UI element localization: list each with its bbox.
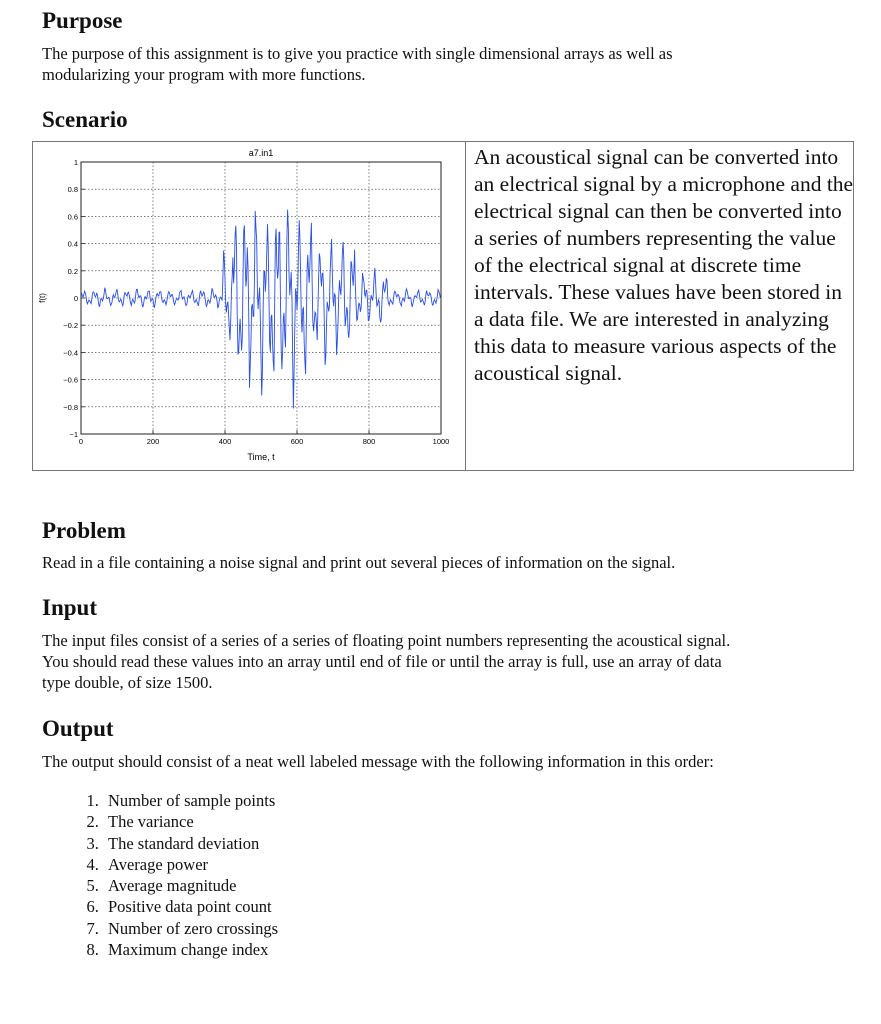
output-heading: Output [42, 716, 114, 741]
x-tick-label: 800 [362, 437, 376, 446]
y-tick-label: 1 [73, 158, 78, 167]
table-divider [465, 142, 466, 470]
scenario-description: An acoustical signal can be converted into an electrical signal by a microphone and the electrical signal can then be converted into a series of numbers representing the value of the electrical signal at discrete time intervals. These values have been stored in a data file. We are interested in analyzing this data to measure various aspects of the acoustical signal. [474, 145, 854, 385]
problem-text: Read in a file containing a noise signal and print out several pieces of information on the signal. [42, 553, 676, 572]
output-item: 4. Average power [103, 854, 278, 875]
y-tick-label: −0.4 [63, 348, 78, 358]
x-tick-label: 200 [146, 437, 160, 446]
signal-chart [33, 142, 465, 470]
output-item: 3. The standard deviation [103, 833, 278, 854]
output-intro: The output should consist of a neat well labeled message with the following information in this order: [42, 752, 714, 771]
input-line-1: The input files consist of a series of a series of floating point numbers representing the acoustical signal. [42, 631, 731, 650]
output-item: 8. Maximum change index [103, 939, 278, 960]
y-tick-label: −0.8 [63, 402, 78, 412]
input-heading: Input [42, 595, 97, 620]
input-line-2: You should read these values into an array until end of file or until the array is full, use an array of data [42, 652, 722, 671]
problem-heading: Problem [42, 518, 126, 543]
x-tick-label: 0 [78, 437, 84, 446]
x-axis-label: Time, t [247, 452, 275, 462]
output-item: 2. The variance [103, 811, 278, 832]
output-item: 5. Average magnitude [103, 875, 278, 896]
output-item: 7. Number of zero crossings [103, 918, 278, 939]
y-tick-label: 0 [73, 294, 78, 303]
output-item: 1. Number of sample points [103, 790, 278, 811]
y-tick-label: −1 [69, 430, 78, 439]
output-list [42, 790, 278, 960]
y-tick-label: −0.6 [63, 375, 78, 385]
chart-title: a7.in1 [248, 148, 274, 158]
purpose-heading: Purpose [42, 8, 123, 33]
y-tick-label: −0.2 [63, 321, 78, 331]
y-tick-label: 0.8 [67, 185, 78, 195]
x-tick-label: 400 [218, 437, 232, 446]
input-line-3: type double, of size 1500. [42, 673, 213, 692]
y-tick-label: 0.4 [67, 239, 78, 249]
output-item: 6. Positive data point count [103, 896, 278, 917]
y-tick-label: 0.6 [67, 212, 78, 222]
signal-chart-svg [33, 142, 465, 470]
scenario-table [32, 141, 854, 471]
y-axis-label: f(t) [38, 293, 47, 303]
scenario-heading: Scenario [42, 107, 128, 132]
x-tick-label: 1000 [432, 437, 450, 446]
x-tick-label: 600 [290, 437, 304, 446]
y-tick-label: 0.2 [67, 266, 78, 276]
purpose-line-1: The purpose of this assignment is to give you practice with single dimensional arrays as well as [42, 44, 673, 63]
purpose-line-2: modularizing your program with more functions. [42, 65, 366, 84]
